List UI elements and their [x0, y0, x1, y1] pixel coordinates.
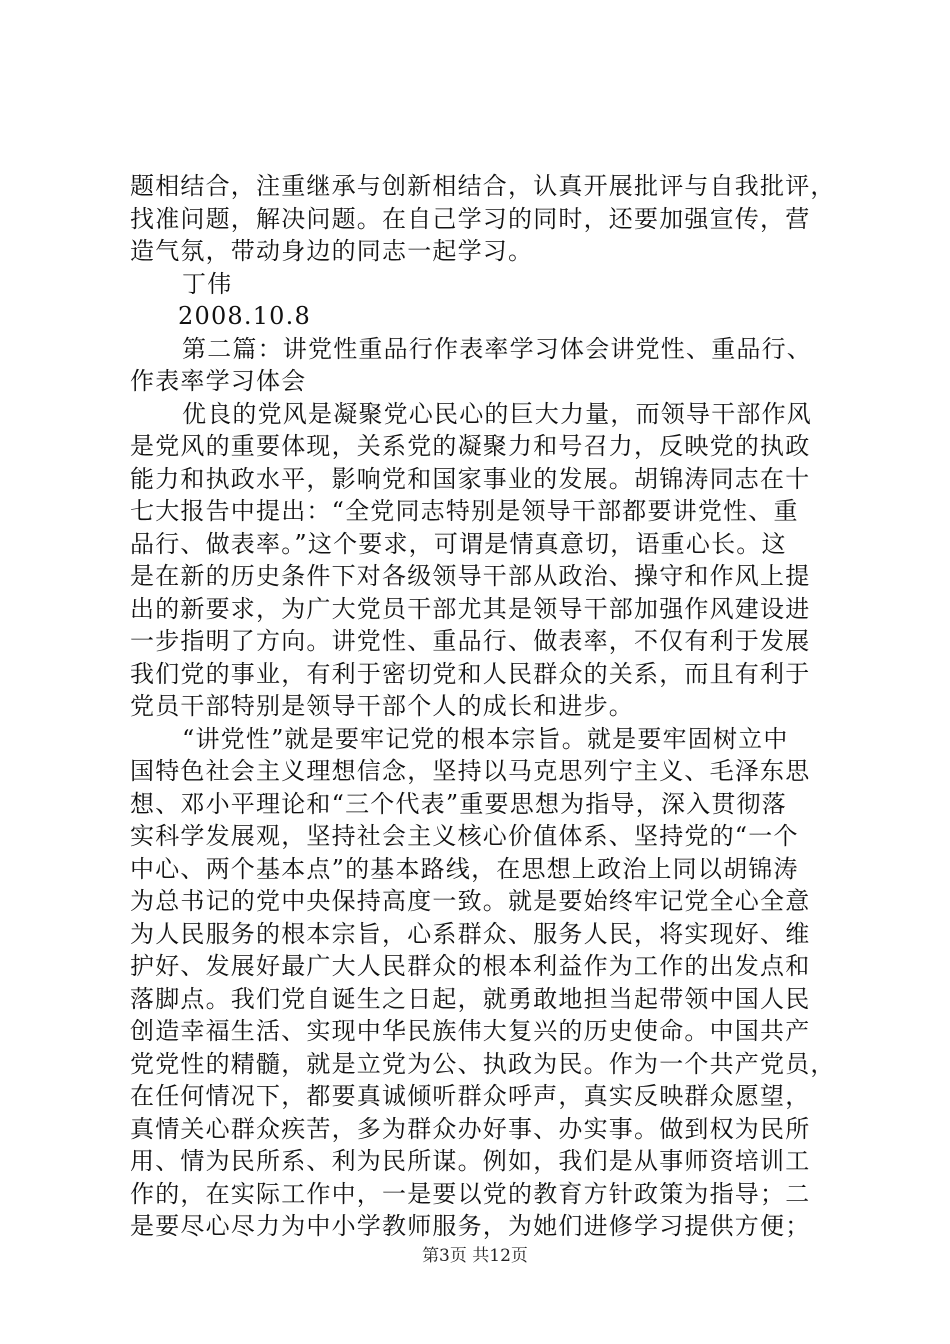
text-line: 实科学发展观，坚持社会主义核心价值体系、坚持党的“一个	[130, 822, 799, 850]
text-line: 真情关心群众疾苦，多为群众办好事、办实事。做到权为民所	[130, 1114, 811, 1143]
text-line: 优良的党风是凝聚党心民心的巨大力量，而领导干部作风	[182, 399, 812, 428]
text-line: 党党性的精髓，就是立党为公、执政为民。作为一个共产党员，	[130, 1049, 836, 1078]
text-line: 找准问题，解决问题。在自己学习的同时，还要加强宣传，营	[130, 204, 811, 233]
text-line: 题相结合，注重继承与创新相结合，认真开展批评与自我批评，	[130, 172, 836, 200]
signature-name: 丁伟	[182, 269, 233, 298]
text-line: 护好、发展好最广大人民群众的根本利益作为工作的出发点和	[130, 952, 811, 980]
text-line: 想、邓小平理论和“三个代表”重要思想为指导，深入贯彻落	[130, 789, 787, 818]
section-heading: 第二篇：讲党性重品行作表率学习体会讲党性、重品行、	[182, 334, 812, 363]
text-line: 作的，在实际工作中，一是要以党的教育方针政策为指导；二	[130, 1179, 811, 1208]
text-line: 创造幸福生活、实现中华民族伟大复兴的历史使命。中国共产	[130, 1017, 811, 1045]
text-line: 落脚点。我们党自诞生之日起，就勇敢地担当起带领中国人民	[130, 984, 811, 1013]
text-line: “讲党性”就是要牢记党的根本宗旨。就是要牢固树立中	[182, 724, 789, 753]
text-line: 出的新要求，为广大党员干部尤其是领导干部加强作风建设进	[130, 594, 811, 623]
text-line: 我们党的事业，有利于密切党和人民群众的关系，而且有利于	[130, 659, 811, 688]
text-line: 品行、做表率。”这个要求，可谓是情真意切，语重心长。这	[130, 529, 787, 558]
text-line: 为人民服务的根本宗旨，心系群众、服务人民，将实现好、维	[130, 919, 811, 948]
text-line: 是要尽心尽力为中小学教师服务，为她们进修学习提供方便；	[130, 1212, 811, 1240]
text-line: 是在新的历史条件下对各级领导干部从政治、操守和作风上提	[130, 562, 811, 590]
text-line: 一步指明了方向。讲党性、重品行、做表率，不仅有利于发展	[130, 627, 811, 655]
text-line: 党员干部特别是领导干部个人的成长和进步。	[130, 692, 634, 720]
text-line: 为总书记的党中央保持高度一致。就是要始终牢记党全心全意	[130, 887, 811, 915]
document-body	[130, 170, 836, 1243]
signature-date: 2008.10.8	[178, 302, 311, 330]
text-line: 造气氛，带动身边的同志一起学习。	[130, 237, 534, 265]
text-line: 用、情为民所系、利为民所谋。例如，我们是从事师资培训工	[130, 1147, 811, 1175]
text-line: 国特色社会主义理想信念，坚持以马克思列宁主义、毛泽东思	[130, 757, 811, 785]
text-line: 七大报告中提出：“全党同志特别是领导干部都要讲党性、重	[130, 497, 799, 525]
text-line: 中心、两个基本点”的基本路线，在思想上政治上同以胡锦涛	[130, 854, 799, 883]
text-line: 在任何情况下，都要真诚倾听群众呼声，真实反映群众愿望，	[130, 1082, 811, 1110]
section-heading-cont: 作表率学习体会	[130, 367, 307, 395]
page-number-footer: 第3页 共12页	[422, 1246, 528, 1266]
text-line: 能力和执政水平，影响党和国家事业的发展。胡锦涛同志在十	[130, 464, 811, 493]
text-line: 是党风的重要体现，关系党的凝聚力和号召力，反映党的执政	[130, 432, 811, 460]
